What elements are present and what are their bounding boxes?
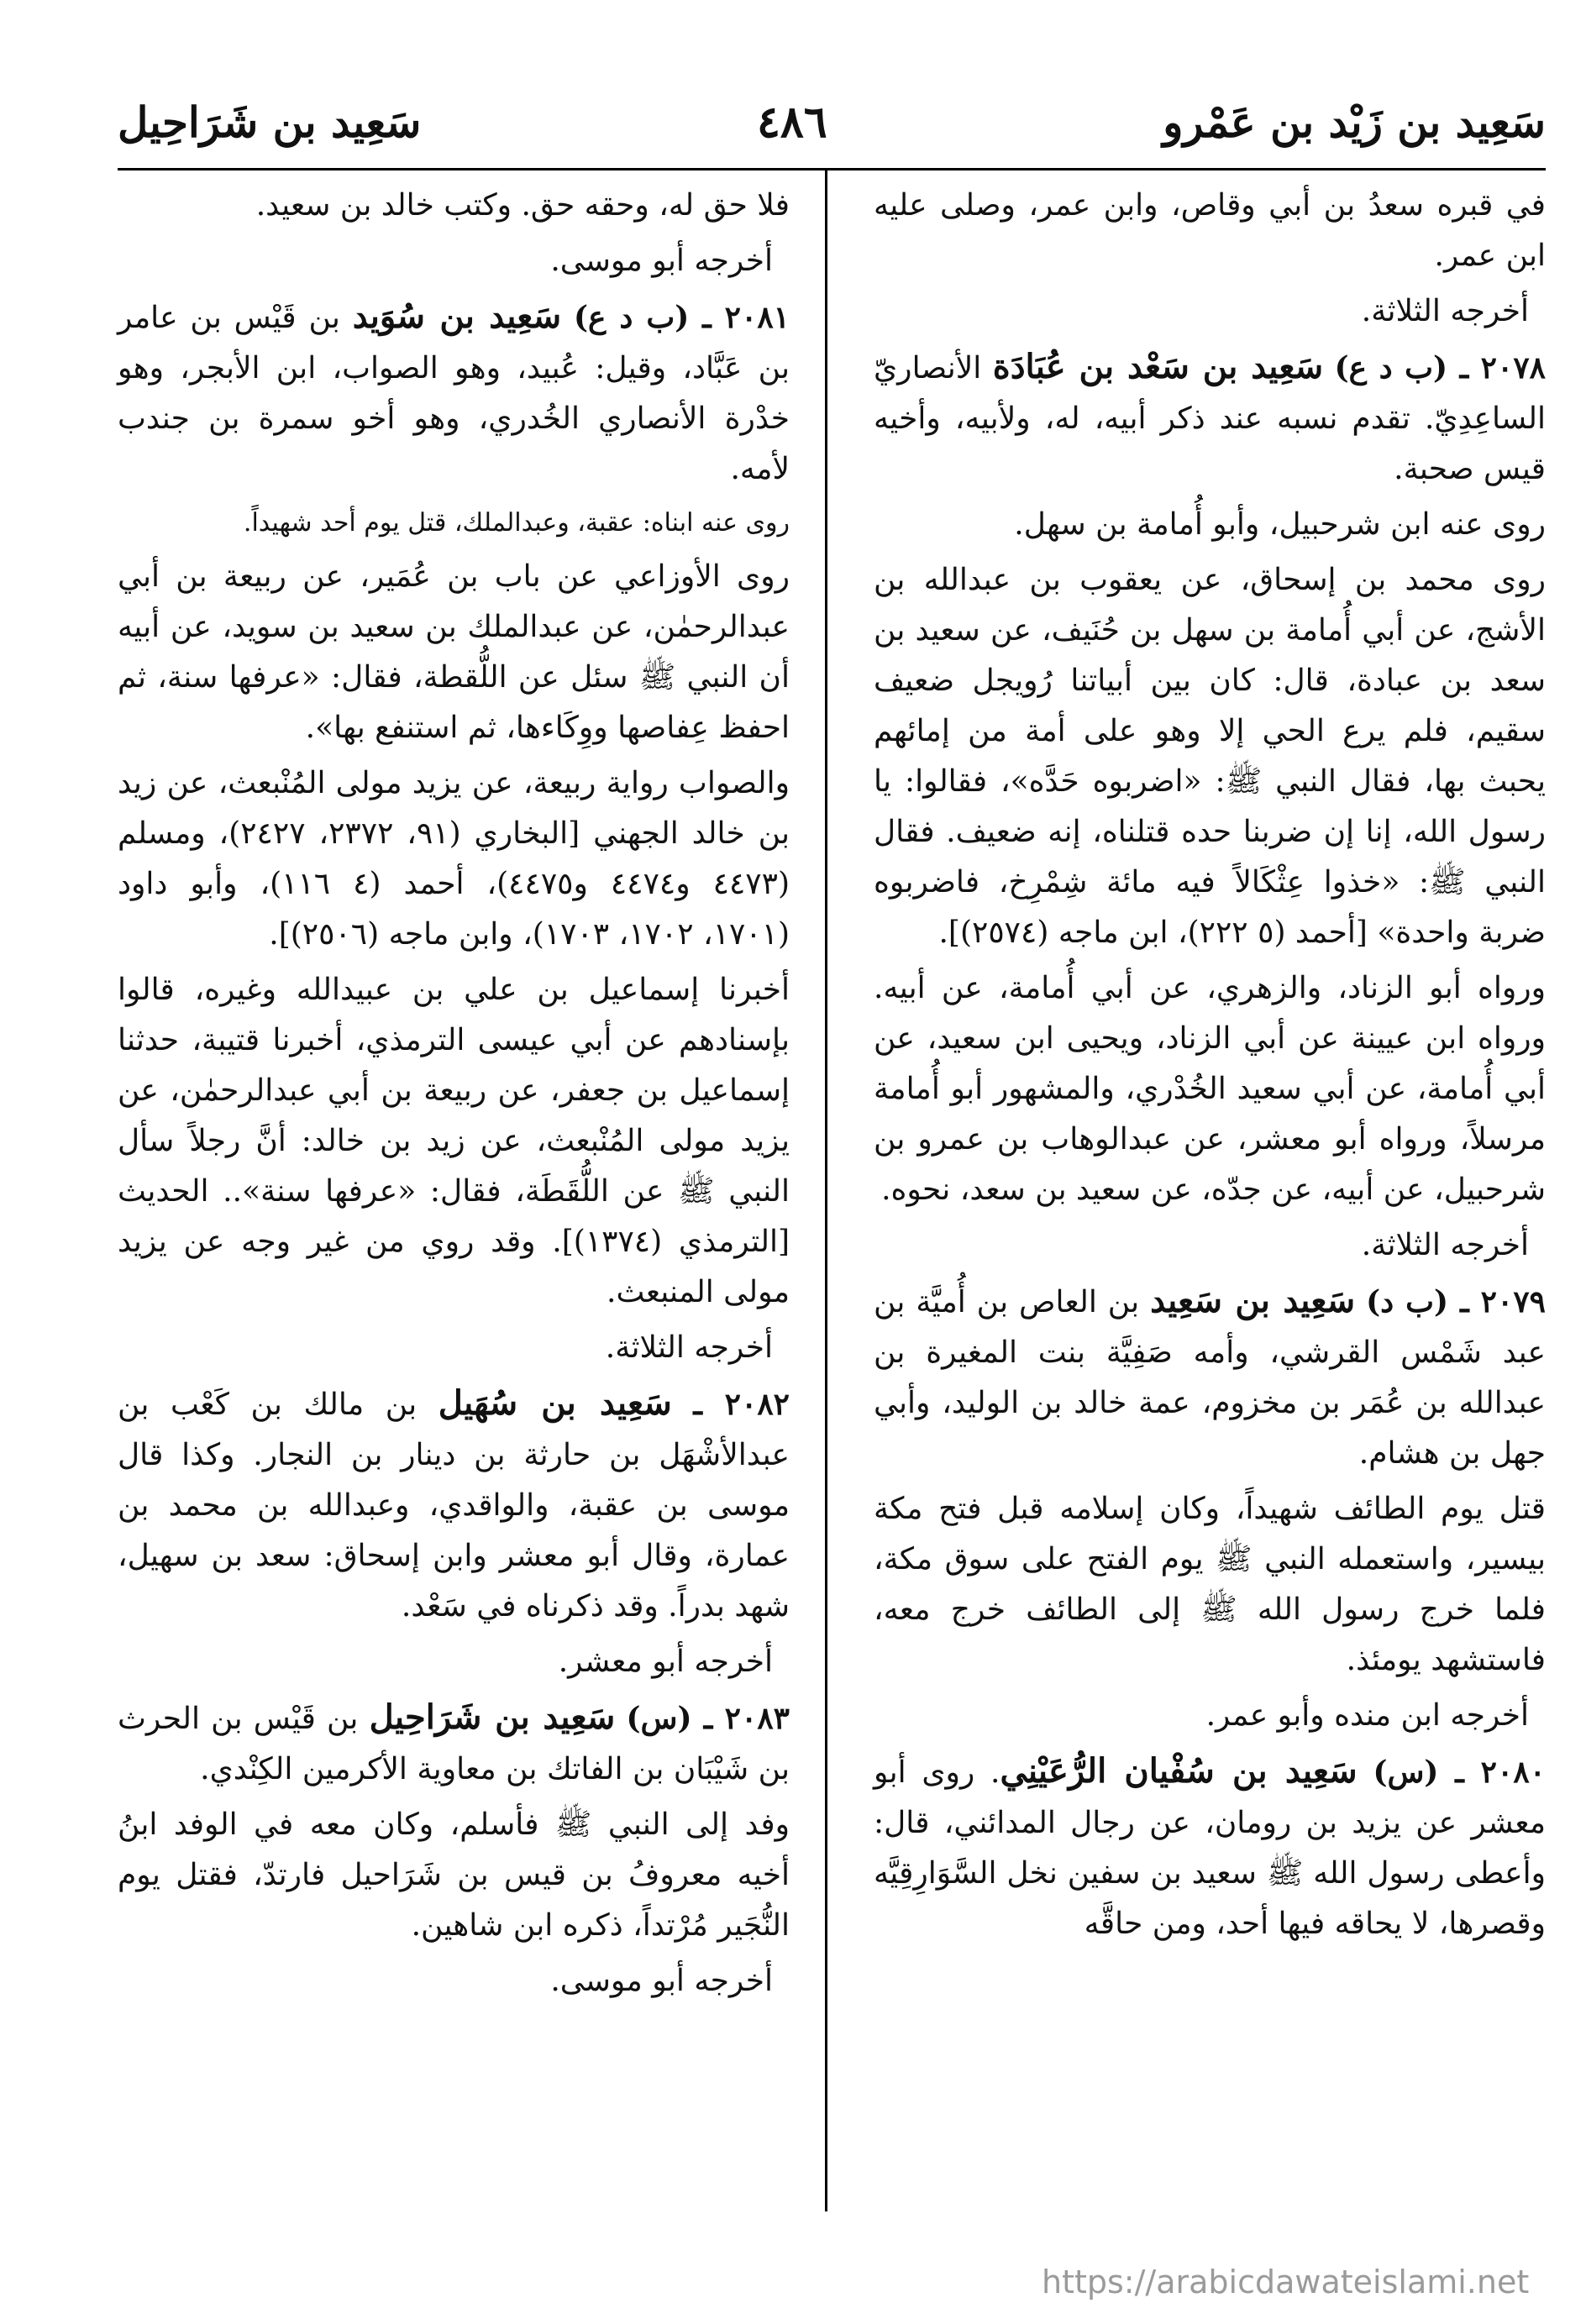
attribution: أخرجه الثلاثة. (1361, 1228, 1529, 1262)
header-right-title: سَعِيد بن زَيْد بن عَمْرو (1163, 97, 1546, 147)
running-header (118, 84, 1546, 160)
entry-name: سَعِيد بن سُهَيل (438, 1383, 672, 1423)
column-divider (825, 170, 827, 2211)
right-column (874, 181, 1546, 1954)
paragraph: روى الأوزاعي عن باب بن عُمَير، عن ربيعة بن أبي عبدالرحمٰن، عن عبدالملك بن سعيد بن سويد، عن أبيه أن النبي ﷺ سئل عن اللُّقطة، فقال: «عرفها سنة، ثم احفظ عِفاصها ووِكَاءها، ثم استنفع بها». (118, 559, 790, 745)
entry-number: ٢٠٧٩ ـ (ب د) (1366, 1284, 1546, 1319)
paragraph: فلا حق له، وحقه حق. وكتب خالد بن سعيد. (255, 188, 790, 223)
paragraph: روى عنه ابن شرحبيل، وأبو أُمامة بن سهل. (1014, 507, 1546, 542)
entry-number: ٢٠٧٨ ـ (ب د ع) (1334, 350, 1547, 386)
attribution: أخرجه أبو معشر. (558, 1645, 773, 1679)
entry-text: بن قَيْس بن عامر بن عَبَّاد، وقيل: عُبيد، وهو الصواب، ابن الأبجر، وهو خدْرة الأنصاري الخُدري، وهو أخو سمرة بن جندب لأمه. (118, 301, 790, 486)
paragraph: وفد إلى النبي ﷺ فأسلم، وكان معه في الوفد ابنُ أخيه معروفُ بن قيس بن شَرَاحيل فارتدّ، فقتل يوم النُّجَير مُرْتداً، ذكره ابن شاهين. (118, 1807, 790, 1943)
entry-number: ٢٠٨٣ ـ (س) (626, 1701, 790, 1736)
entry-2078 (874, 342, 1546, 495)
page-number: ٤٨٦ (756, 96, 827, 148)
paragraph-small: روى عنه ابناه: عقبة، وعبدالملك، قتل يوم أحد شهيداً. (243, 508, 790, 538)
paragraph: قتل يوم الطائف شهيداً، وكان إسلامه قبل فتح مكة بيسير، واستعمله النبي ﷺ يوم الفتح على سوق مكة، فلما خرج رسول الله ﷺ إلى الطائف خرج معه، فاستشهد يومئذ. (874, 1492, 1546, 1677)
paragraph: أخبرنا إسماعيل بن علي بن عبيدالله وغيره، قالوا بإسنادهم عن أبي عيسى الترمذي، أخبرنا قتيبة، حدثنا إسماعيل بن جعفر، عن ربيعة بن أبي عبدالرحمٰن، عن يزيد مولى المُنْبعث، عن زيد بن خالد: أنَّ رجلاً سأل النبي ﷺ عن اللُّقَطَة، فقال: «عرفها سنة».. الحديث [الترمذي (١٣٧٤)]. وقد روي من غير وجه عن يزيد مولى المنبعث. (118, 973, 790, 1309)
entry-2081 (118, 291, 790, 495)
attribution: أخرجه الثلاثة. (1361, 294, 1529, 328)
attribution: أخرجه ابن منده وأبو عمر. (1205, 1698, 1529, 1733)
entry-name: سَعِيد بن شَرَاحِيل (369, 1697, 616, 1737)
paragraph: والصواب رواية ربيعة، عن يزيد مولى المُنْبعث، عن زيد بن خالد الجهني [البخاري (٩١، ٢٣٧٢، ٢٤٢٧)، ومسلم (٤٤٧٣ و٤٤٧٤ و٤٤٧٥)، أحمد (٤ ١١٦)، وأبو داود (١٧٠١، ١٧٠٢، ١٧٠٣)، وابن ماجه (٢٥٠٦)]. (118, 766, 790, 952)
entry-number: ٢٠٨١ ـ (ب د ع) (573, 300, 790, 335)
entry-number: ٢٠٨٠ ـ (س) (1373, 1755, 1546, 1790)
paragraph: في قبره سعدُ بن أبي وقاص، وابن عمر، وصلى عليه ابن عمر. (874, 188, 1546, 273)
entry-text: . روى أبو معشر عن يزيد بن رومان، عن رجال المدائني، قال: وأعطى رسول الله ﷺ سعيد بن سفين نخل السَّوَارِقِيَّه وقصرها، لا يحاقه فيها أحد، ومن حاقَّه (874, 1755, 1546, 1941)
watermark-url: https://arabicdawateislami.net (1042, 2264, 1530, 2300)
entry-name: سَعِيد بن سُوَيد (352, 296, 562, 336)
entry-text: الأنصاريّ الساعِدِيّ. تقدم نسبه عند ذكر أبيه، له، ولأبيه، وأخيه قيس صحبة. (874, 351, 1546, 486)
attribution: أخرجه أبو موسى. (550, 1964, 773, 1998)
paragraph: ورواه أبو الزناد، والزهري، عن أبي أُمامة، عن أبيه. ورواه ابن عيينة عن أبي الزناد، ويحيى ابن سعيد، عن أبي أُمامة، عن أبي سعيد الخُدْري، والمشهور أبو أُمامة مرسلاً، ورواه أبو معشر، عن عبدالوهاب بن عمرو بن شرحبيل، عن أبيه، عن جدّه، عن سعيد بن سعد، نحوه. (874, 971, 1546, 1207)
entry-name: سَعِيد بن سَعِيد (1150, 1281, 1356, 1320)
paragraph: روى محمد بن إسحاق، عن يعقوب بن عبدالله بن الأشج، عن أبي أُمامة بن سهل بن حُنَيف، عن سعيد بن سعد بن عبادة، قال: كان بين أبياتنا رُويجل ضعيف سقيم، فلم يرع الحي إلا وهو على أمة من إمائهم يحبث بها، فقال النبي ﷺ: «اضربوه حَدَّه»، فقالوا: يا رسول الله، إنا إن ضربنا حده قتلناه، إنه ضعيف. فقال النبي ﷺ: «خذوا عِثْكَالاً فيه مائة شِمْرِخ، فاضربوه ضربة واحدة» [أحمد (٥ ٢٢٢)، ابن ماجه (٢٥٧٤)]. (874, 563, 1546, 950)
attribution: أخرجه أبو موسى. (550, 244, 773, 278)
entry-2080 (874, 1746, 1546, 1949)
entry-text: بن قَيْس بن الحرث بن شَيْبَان بن الفاتك بن معاوية الأكرمين الكِنْدي. (118, 1702, 790, 1786)
entry-2083 (118, 1692, 790, 1795)
entry-name: سَعِيد بن سُفْيان الرُّعَيْنِي (1000, 1751, 1358, 1791)
entry-name: سَعِيد بن سَعْد بن عُبَادَة (992, 347, 1324, 386)
entry-text: بن العاص بن أُميَّة بن عبد شَمْس القرشي، وأمه صَفِيَّة بنت المغيرة بن عبدالله بن عُمَر بن مخزوم، عمة خالد بن الوليد، وأبي جهل بن هشام. (874, 1285, 1546, 1471)
header-left-title: سَعِيد بن شَرَاحِيل (118, 97, 422, 147)
left-column (118, 181, 790, 2012)
entry-2079 (874, 1276, 1546, 1479)
entry-number: ٢٠٨٢ ـ (693, 1387, 790, 1422)
entry-2082 (118, 1378, 790, 1632)
header-rule (118, 168, 1546, 170)
attribution: أخرجه الثلاثة. (605, 1330, 773, 1365)
entry-text: بن مالك بن كَعْب بن عبدالأشْهَل بن حارثة بن دينار بن النجار. وكذا قال موسى بن عقبة، والواقدي، وعبدالله بن محمد بن عمارة، وقال أبو معشر وابن إسحاق: سعد بن سهيل، شهد بدراً. وقد ذكرناه في سَعْد. (118, 1388, 790, 1624)
